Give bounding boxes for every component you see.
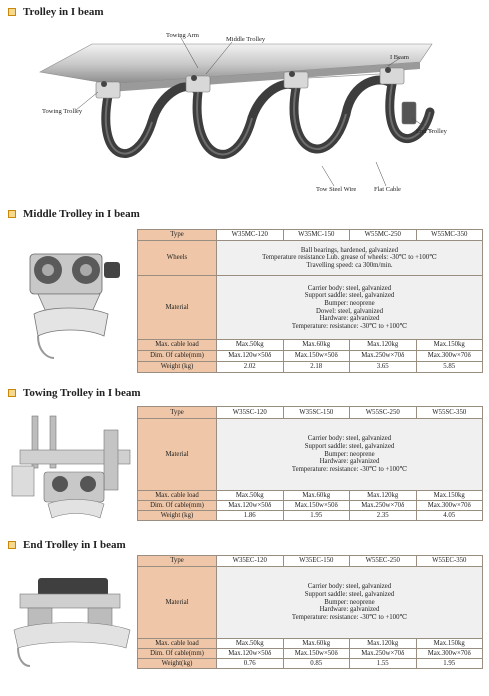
dim-cell: Max.120w×50δ [217, 351, 284, 362]
dim-cell: Max.250w×70δ [350, 649, 417, 659]
weight-cell: 1.86 [217, 511, 284, 521]
weight-cell: 0.76 [217, 659, 284, 669]
bullet-square-icon [8, 541, 16, 549]
weight-cell: 2.18 [283, 362, 350, 373]
material-line: Temperature: resistance: -30℃ to +100℃ [291, 613, 408, 621]
material-line: Bumper: neoprene [324, 598, 375, 606]
material-line: Support saddle: steel, galvanized [304, 443, 395, 451]
weight-cell: 4.05 [416, 511, 483, 521]
load-cell: Max.120kg [350, 639, 417, 649]
load-cell: Max.60kg [283, 491, 350, 501]
middle-trolley-heading [8, 208, 140, 220]
max-cable-load-label: Max. cable load [138, 340, 217, 351]
model-cell: W55EC-350 [416, 556, 483, 567]
material-line: Carrier body: steel, galvanized [307, 435, 392, 443]
end-trolley-image [8, 568, 136, 668]
material-line: Temperature: resistance: -30℃ to +100℃ [291, 465, 408, 473]
model-cell: W55SC-350 [416, 407, 483, 419]
model-cell: W35SC-150 [283, 407, 350, 419]
max-cable-load-label: Max. cable load [138, 491, 217, 501]
model-cell: W55MC-350 [416, 230, 483, 241]
towing-trolley-image [8, 410, 136, 525]
cable-dim-label: Dim. Of cable(mm) [138, 351, 217, 362]
dim-cell: Max.120w×50δ [217, 649, 284, 659]
callout-middle-trolley: Middle Trolley [226, 36, 266, 43]
dim-cell: Max.150w×50δ [283, 351, 350, 362]
material-line: Bumper: neoprene [324, 299, 375, 307]
material-line: Support saddle: steel, galvanized [304, 292, 395, 300]
load-cell: Max.150kg [416, 639, 483, 649]
dim-cell: Max.300w×70δ [416, 351, 483, 362]
weight-cell: 5.85 [416, 362, 483, 373]
middle-trolley-spec-table [137, 229, 483, 373]
wheels-label: Wheels [138, 241, 217, 276]
towing-trolley-spec-table [137, 406, 483, 521]
material-line: Hardware: galvanized [319, 606, 380, 614]
dim-cell: Max.300w×70δ [416, 501, 483, 511]
type-label: Type [138, 407, 217, 419]
weight-cell: 3.65 [350, 362, 417, 373]
weight-cell: 2.35 [350, 511, 417, 521]
cable-dim-label: Dim. Of cable(mm) [138, 649, 217, 659]
material-label: Material [138, 419, 217, 491]
weight-cell: 0.85 [283, 659, 350, 669]
bullet-square-icon [8, 389, 16, 397]
material-line: Carrier body: steel, galvanized [307, 583, 392, 591]
dim-cell: Max.150w×50δ [283, 501, 350, 511]
weight-label: Weight(kg) [138, 659, 217, 669]
material-line: Bumper: neoprene [324, 450, 375, 458]
middle-trolley-image [8, 240, 136, 360]
towing-trolley-heading [8, 387, 141, 399]
type-label: Type [138, 230, 217, 241]
weight-label: Weight (kg) [138, 511, 217, 521]
load-cell: Max.120kg [350, 491, 417, 501]
material-label: Material [138, 567, 217, 639]
dim-cell: Max.250w×70δ [350, 351, 417, 362]
overview-heading [8, 6, 104, 18]
bullet-square-icon [8, 210, 16, 218]
overview-title: Trolley in I beam [23, 6, 104, 18]
material-line: Temperature: resistance: -30℃ to +100℃ [291, 322, 408, 330]
load-cell: Max.150kg [416, 491, 483, 501]
model-cell: W35EC-120 [217, 556, 284, 567]
callout-i-beam: I Beam [390, 54, 409, 61]
wheels-line: Temperature resistance Lub. grease of wheels: -30℃ to +100℃ [262, 254, 437, 262]
load-cell: Max.60kg [283, 340, 350, 351]
model-cell: W35SC-120 [217, 407, 284, 419]
cable-dim-label: Dim. Of cable(mm) [138, 501, 217, 511]
model-cell: W55SC-250 [350, 407, 417, 419]
towing-trolley-title: Towing Trolley in I beam [23, 387, 141, 399]
dim-cell: Max.250w×70δ [350, 501, 417, 511]
middle-trolley-title: Middle Trolley in I beam [23, 208, 140, 220]
model-cell: W35EC-150 [283, 556, 350, 567]
end-trolley-title: End Trolley in I beam [23, 539, 126, 551]
wheels-description [217, 241, 483, 276]
material-line: Support saddle: steel, galvanized [304, 591, 395, 599]
load-cell: Max.60kg [283, 639, 350, 649]
weight-cell: 1.95 [416, 659, 483, 669]
load-cell: Max.150kg [416, 340, 483, 351]
material-description [217, 419, 483, 491]
end-trolley-spec-table [137, 555, 483, 669]
load-cell: Max.50kg [217, 639, 284, 649]
dim-cell: Max.150w×50δ [283, 649, 350, 659]
model-cell: W35MC-150 [283, 230, 350, 241]
weight-cell: 1.95 [283, 511, 350, 521]
material-description [217, 567, 483, 639]
max-cable-load-label: Max. cable load [138, 639, 217, 649]
material-line: Hardware: galvanized [319, 315, 380, 323]
model-cell: W55MC-250 [350, 230, 417, 241]
callout-end-trolley: End Trolley [416, 128, 447, 135]
dim-cell: Max.300w×70δ [416, 649, 483, 659]
callout-flat-cable: Flat Cable [374, 186, 401, 193]
callout-towing-arm: Towing Arm [166, 32, 199, 39]
model-cell: W35MC-120 [217, 230, 284, 241]
wheels-line: Travelling speed: ca 300m/min. [306, 261, 393, 269]
callout-towing-trolley: Towing Trolley [42, 108, 83, 115]
material-line: Carrier body: steel, galvanized [307, 284, 392, 292]
wheels-line: Ball bearings, hardened, galvanized [300, 246, 399, 254]
callout-tow-steel-wire: Tow Steel Wire [316, 186, 357, 193]
material-label: Material [138, 276, 217, 340]
end-trolley-heading [8, 539, 126, 551]
material-line: Hardware: galvanized [319, 458, 380, 466]
load-cell: Max.50kg [217, 340, 284, 351]
type-label: Type [138, 556, 217, 567]
material-line: Dowel: steel, galvanized [316, 307, 383, 315]
weight-cell: 1.55 [350, 659, 417, 669]
bullet-square-icon [8, 8, 16, 16]
weight-cell: 2.02 [217, 362, 284, 373]
dim-cell: Max.120w×50δ [217, 501, 284, 511]
model-cell: W55EC-250 [350, 556, 417, 567]
load-cell: Max.120kg [350, 340, 417, 351]
load-cell: Max.50kg [217, 491, 284, 501]
weight-label: Weight (kg) [138, 362, 217, 373]
material-description [217, 276, 483, 340]
